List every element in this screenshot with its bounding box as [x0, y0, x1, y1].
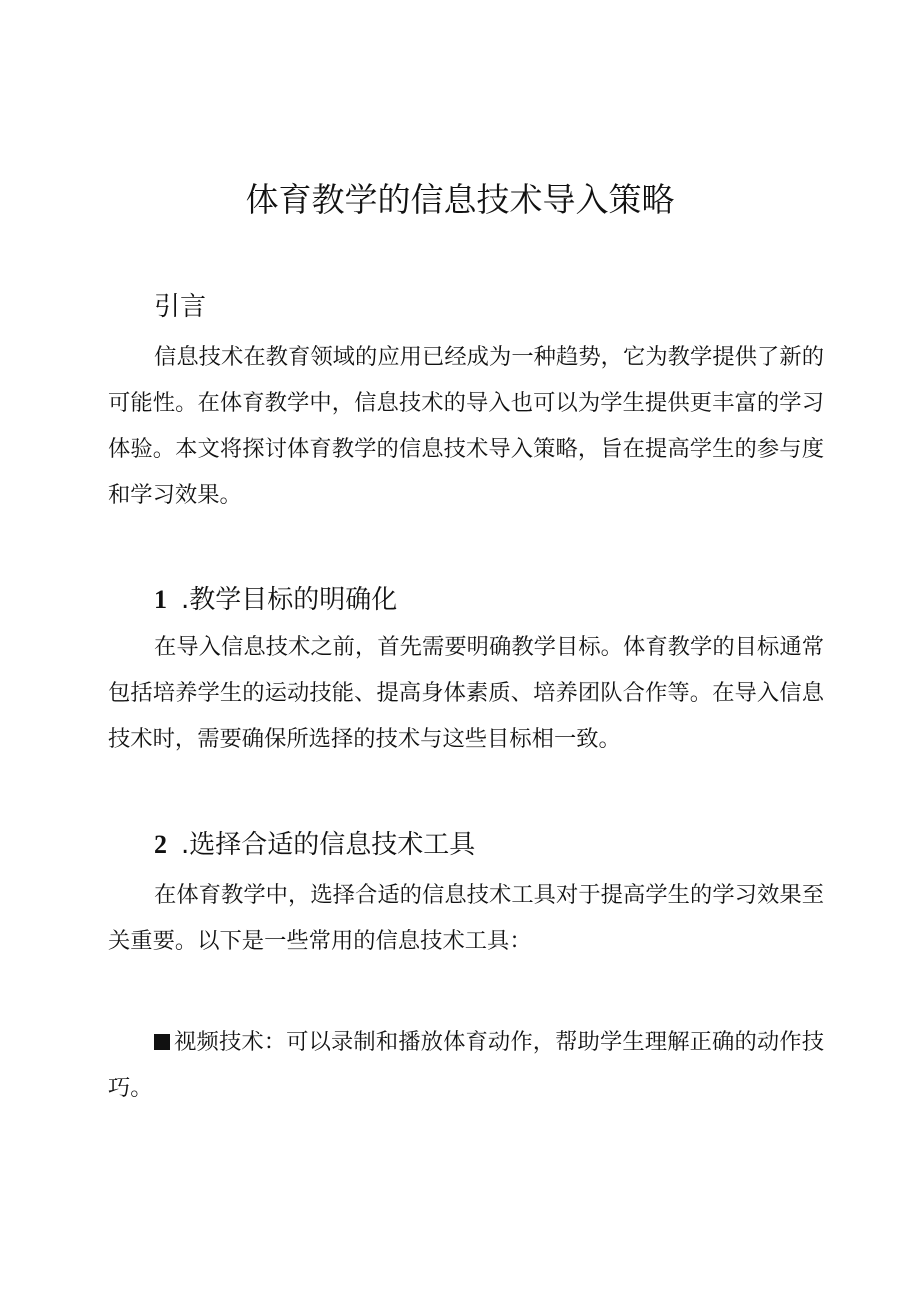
- section-2-number: 2: [154, 830, 167, 859]
- intro-paragraph: 信息技术在教育领域的应用已经成为一种趋势，它为教学提供了新的可能性。在体育教学中，信息技术的导入也可以为学生提供更丰富的学习体验。本文将探讨体育教学的信息技术导入策略，旨在提高学生的参与度和学习效果。: [108, 344, 824, 508]
- section-2-heading: [154, 825, 475, 865]
- bullet-item-text: 视频技术：可以录制和播放体育动作，帮助学生理解正确的动作技巧。: [108, 1029, 824, 1101]
- document-title: 体育教学的信息技术导入策略: [245, 180, 675, 219]
- section-2-paragraph: 在体育教学中，选择合适的信息技术工具对于提高学生的学习效果至关重要。以下是一些常用的信息技术工具：: [108, 882, 824, 954]
- bullet-item: [108, 1019, 824, 1111]
- section-2-title: .选择合适的信息技术工具: [181, 830, 476, 860]
- section-1-number: 1: [154, 585, 167, 614]
- intro-heading: 引言: [154, 292, 207, 322]
- section-1-paragraph: 在导入信息技术之前，首先需要明确教学目标。体育教学的目标通常包括培养学生的运动技能、提高身体素质、培养团队合作等。在导入信息技术时，需要确保所选择的技术与这些目标相一致。: [108, 634, 824, 752]
- section-1-heading: [154, 580, 397, 620]
- square-bullet-icon: [154, 1034, 170, 1050]
- section-1-title: .教学目标的明确化: [181, 585, 398, 615]
